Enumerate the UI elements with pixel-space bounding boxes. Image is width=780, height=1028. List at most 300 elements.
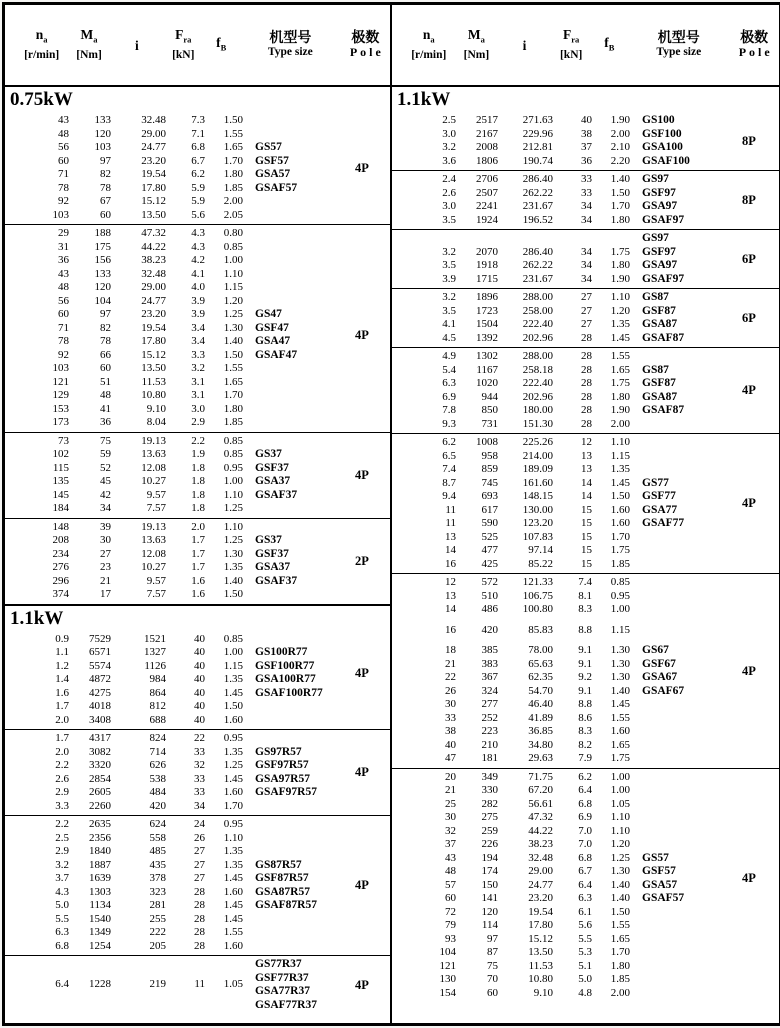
na-cell: 3.6 — [442, 154, 456, 167]
na-cell: 173 — [52, 416, 69, 428]
model-name: GS87 — [642, 291, 669, 303]
table-row — [15, 128, 243, 142]
fra-cell: 27 — [581, 318, 592, 330]
ratio-cell: 23.20 — [141, 308, 166, 320]
ma-cell: 486 — [481, 603, 498, 615]
fra-cell: 7.9 — [578, 752, 592, 764]
fb-cell: 1.65 — [223, 375, 243, 388]
table-row — [402, 377, 630, 391]
table-row — [15, 660, 243, 674]
ma-cell: 420 — [481, 623, 498, 636]
column-header-right — [392, 5, 779, 87]
table-row — [402, 784, 630, 798]
fb-cell: 1.65 — [223, 141, 243, 153]
fb-cell: 1.15 — [223, 281, 243, 293]
model-name: GSA47 — [255, 335, 291, 347]
table-row — [15, 714, 243, 728]
fra-cell: 4.2 — [191, 254, 205, 266]
na-cell: 37 — [445, 838, 456, 850]
table-row — [15, 227, 243, 241]
na-cell: 3.7 — [55, 872, 69, 884]
fb-cell: 1.35 — [223, 673, 243, 685]
table-row — [402, 685, 630, 699]
speed-torque-rows — [392, 350, 630, 431]
fra-cell: 8.8 — [578, 698, 592, 710]
ratio-cell: 151.30 — [522, 417, 553, 430]
speed-torque-rows — [5, 633, 243, 728]
ma-cell: 525 — [481, 530, 498, 543]
table-row — [402, 450, 630, 464]
ma-cell: 4275 — [89, 686, 111, 699]
fb-cell: 1.80 — [610, 213, 630, 226]
table-row — [402, 173, 630, 187]
ratio-cell: 9.57 — [146, 574, 166, 587]
ratio-cell: 148.15 — [522, 490, 553, 502]
left-sections — [5, 87, 390, 1014]
na-cell: 4.5 — [442, 331, 456, 344]
fb-cell: 1.70 — [610, 946, 630, 958]
speed-torque-rows — [392, 114, 630, 168]
fb-cell: 1.55 — [223, 926, 243, 938]
ratio-cell: 130.00 — [522, 503, 553, 516]
table-row — [402, 624, 630, 638]
fra-cell: 34 — [581, 200, 592, 212]
table-row — [15, 403, 243, 417]
table-row — [15, 435, 243, 449]
ratio-symbol: i — [522, 37, 527, 53]
table-row — [15, 475, 243, 489]
model-name: GSA77R37 — [255, 985, 310, 997]
speed-torque-rows — [392, 771, 630, 1001]
gear-unit-block — [5, 955, 390, 1014]
fb-cell: 1.50 — [223, 700, 243, 712]
ma-cell: 156 — [94, 254, 111, 266]
fb-cell: 1.70 — [610, 200, 630, 212]
na-cell: 3.0 — [442, 200, 456, 212]
fb-cell: 1.00 — [610, 603, 630, 615]
fb-cell: 1.55 — [223, 362, 243, 374]
fra-cell: 7.3 — [191, 114, 205, 126]
fra-cell: 6.3 — [578, 892, 592, 904]
model-name: GS87 — [642, 363, 669, 376]
table-row — [402, 391, 630, 405]
fra-cell: 1.6 — [191, 574, 205, 587]
fb-cell: 1.35 — [223, 561, 243, 573]
ratio-cell: 212.81 — [522, 141, 553, 153]
fb-cell: 0.95 — [223, 818, 243, 830]
fra-cell: 5.6 — [578, 919, 592, 931]
speed-torque-rows — [5, 521, 243, 602]
fb-cell: 1.60 — [223, 939, 243, 952]
header-pole — [729, 30, 779, 60]
fra-cell: 33 — [194, 786, 205, 798]
ratio-cell: 24.77 — [528, 878, 553, 891]
ratio-cell: 7.57 — [146, 502, 166, 514]
fra-cell: 32 — [194, 759, 205, 771]
model-name: GSA87 — [642, 318, 678, 330]
table-row — [402, 404, 630, 418]
table-row — [402, 798, 630, 812]
power-section — [5, 604, 390, 1015]
fra-cell: 5.1 — [578, 959, 592, 972]
ma-cell: 133 — [94, 114, 111, 126]
fra-cell: 9.1 — [578, 657, 592, 670]
fra-cell: 3.1 — [191, 375, 205, 388]
ratio-cell: 29.00 — [141, 127, 166, 140]
ma-cell: 1924 — [476, 213, 498, 226]
ratio-cell: 106.75 — [522, 589, 553, 602]
ma-cell: 174 — [481, 865, 498, 877]
ratio-cell: 9.10 — [146, 402, 166, 415]
ratio-cell: 714 — [149, 745, 166, 758]
na-cell: 71 — [58, 321, 69, 334]
gear-unit-block — [392, 112, 779, 170]
fb-cell: 1.40 — [223, 335, 243, 347]
table-row — [15, 335, 243, 349]
model-pole-group — [642, 114, 779, 168]
ratio-cell: 688 — [149, 713, 166, 726]
column-header-left — [5, 5, 390, 87]
table-row — [402, 960, 630, 974]
fb-cell: 0.85 — [223, 434, 243, 447]
fb-cell: 1.55 — [223, 127, 243, 140]
fra-cell: 4.3 — [191, 240, 205, 253]
fb-cell: 1.25 — [223, 308, 243, 320]
fra-cell: 8.3 — [578, 603, 592, 615]
table-row — [402, 919, 630, 933]
ma-cell: 1639 — [89, 872, 111, 884]
fb-cell: 2.05 — [223, 208, 243, 221]
table-row — [402, 603, 630, 617]
gear-unit-block — [392, 433, 779, 573]
ma-cell: 120 — [94, 281, 111, 293]
ma-cell: 1167 — [476, 363, 498, 376]
ma-cell: 383 — [481, 657, 498, 670]
ma-cell: 510 — [481, 589, 498, 602]
fb-cell: 1.75 — [610, 377, 630, 389]
fra-cell: 33 — [581, 173, 592, 185]
gear-unit-block — [5, 729, 390, 815]
model-name: GSF87 — [642, 304, 676, 317]
ma-cell: 572 — [481, 576, 498, 588]
ratio-cell: 288.00 — [522, 291, 553, 303]
model-name: GSA87R57 — [255, 885, 310, 898]
ratio-cell: 32.48 — [141, 267, 166, 280]
pole-count: 4P — [355, 977, 369, 992]
table-row — [15, 268, 243, 282]
pole-count: 4P — [742, 663, 756, 678]
header-pole — [341, 30, 390, 60]
fb-cell: 1.55 — [610, 919, 630, 931]
fb-cell: 1.40 — [223, 574, 243, 587]
fra-cell: 4.0 — [191, 281, 205, 293]
ma-cell: 60 — [100, 208, 111, 221]
fra-cell: 3.2 — [191, 362, 205, 374]
fb-cell: 0.80 — [223, 227, 243, 239]
na-cell: 3.0 — [442, 127, 456, 140]
na-cell: 57 — [445, 878, 456, 891]
ma-cell: 67 — [100, 195, 111, 207]
ratio-cell: 214.00 — [522, 449, 553, 462]
fb-cell: 1.75 — [610, 245, 630, 258]
table-row — [15, 746, 243, 760]
na-cell: 154 — [439, 986, 456, 999]
model-pole-group — [255, 958, 392, 1012]
ratio-cell: 420 — [149, 799, 166, 812]
ma-cell: 21 — [100, 574, 111, 587]
ma-cell: 1349 — [89, 926, 111, 938]
fb-cell: 1.15 — [610, 449, 630, 462]
fb-cell: 0.85 — [223, 448, 243, 460]
table-row — [402, 305, 630, 319]
ratio-cell: 19.54 — [141, 168, 166, 180]
gear-unit-block — [392, 768, 779, 1003]
table-row — [402, 698, 630, 712]
table-row — [15, 832, 243, 846]
na-cell: 30 — [445, 811, 456, 823]
fb-cell: 1.60 — [223, 786, 243, 798]
fb-cell: 2.00 — [610, 127, 630, 140]
type-size-en: Type size — [656, 46, 702, 58]
model-name: GSAF37 — [255, 574, 298, 587]
fra-cell: 5.6 — [191, 208, 205, 221]
na-cell: 1.2 — [55, 659, 69, 672]
pole-count: 8P — [742, 133, 756, 148]
ma-cell: 52 — [100, 461, 111, 474]
ma-cell: 120 — [481, 905, 498, 918]
model-name: GSF97R57 — [255, 759, 309, 771]
table-row — [402, 200, 630, 214]
na-cell: 0.9 — [55, 632, 69, 645]
ratio-cell: 13.50 — [528, 946, 553, 958]
table-row — [402, 906, 630, 920]
speed-torque-rows — [392, 576, 630, 766]
table-row — [15, 209, 243, 223]
model-pole-group — [255, 859, 392, 913]
fra-cell: 14 — [581, 490, 592, 502]
table-row — [402, 128, 630, 142]
ma-cell: 78 — [100, 335, 111, 347]
fb-cell: 1.60 — [610, 517, 630, 529]
ma-cell: 75 — [487, 959, 498, 972]
fra-cell: 40 — [194, 673, 205, 685]
speed-torque-rows — [5, 114, 243, 222]
fb-cell: 0.85 — [223, 632, 243, 645]
na-cell: 13 — [445, 530, 456, 543]
model-pole-group — [642, 644, 779, 698]
ma-cell: 2241 — [476, 200, 498, 212]
table-row — [15, 646, 243, 660]
ratio-cell: 262.22 — [522, 186, 553, 199]
fb-cell: 1.35 — [610, 318, 630, 330]
model-name: GSAF57 — [255, 181, 298, 194]
fra-cell: 11 — [194, 978, 205, 991]
ratio-cell: 23.20 — [528, 892, 553, 904]
na-cell: 4.9 — [442, 350, 456, 362]
ratio-cell: 24.77 — [141, 294, 166, 307]
table-row — [15, 687, 243, 701]
ma-cell: 425 — [481, 557, 498, 570]
ratio-cell: 10.80 — [141, 389, 166, 401]
ratio-cell: 29.63 — [528, 752, 553, 764]
ratio-cell: 34.80 — [528, 738, 553, 751]
ratio-cell: 219 — [149, 978, 166, 991]
na-cell: 374 — [52, 588, 69, 600]
ratio-cell: 29.00 — [528, 865, 553, 877]
na-cell: 104 — [439, 946, 456, 958]
table-row — [15, 978, 243, 992]
fra-cell: 15 — [581, 530, 592, 543]
fb-cell: 1.30 — [610, 671, 630, 683]
fra-cell: 36 — [581, 154, 592, 167]
model-name: GSF77R37 — [255, 971, 309, 984]
na-cell: 103 — [52, 208, 69, 221]
table-row — [402, 752, 630, 766]
ma-cell: 6571 — [89, 646, 111, 658]
table-row — [402, 644, 630, 658]
fb-cell: 1.00 — [223, 254, 243, 266]
fra-cell: 6.4 — [578, 784, 592, 796]
ma-cell: 17 — [100, 588, 111, 600]
ma-cell: 859 — [481, 463, 498, 475]
fb-cell: 1.45 — [610, 476, 630, 489]
ratio-cell: 19.54 — [528, 905, 553, 918]
gear-unit-block — [392, 170, 779, 229]
fra-cell: 8.8 — [578, 623, 592, 636]
header-speed — [15, 27, 68, 63]
fra-cell: 27 — [581, 291, 592, 303]
table-row — [402, 879, 630, 893]
model-name: GS37 — [255, 534, 282, 546]
table-row — [15, 588, 243, 602]
fra-cell: 3.9 — [191, 308, 205, 320]
fra-cell: 34 — [194, 799, 205, 812]
gear-unit-block — [5, 112, 390, 224]
na-cell: 16 — [445, 623, 456, 636]
table-right-half — [392, 5, 779, 1023]
table-row — [402, 825, 630, 839]
fra-cell: 6.1 — [578, 905, 592, 918]
ma-cell: 1008 — [476, 436, 498, 448]
table-row — [402, 892, 630, 906]
fra-cell: 2.2 — [191, 434, 205, 447]
model-list — [642, 291, 742, 345]
ma-cell: 34 — [100, 502, 111, 514]
fb-cell: 1.65 — [610, 932, 630, 945]
fb-cell: 1.45 — [223, 772, 243, 785]
power-rating-heading: 0.75kW — [10, 89, 73, 110]
fra-cell: 28 — [581, 404, 592, 416]
table-row — [15, 281, 243, 295]
na-cell: 1.7 — [55, 732, 69, 744]
model-name: GS67 — [642, 644, 669, 656]
table-row — [402, 852, 630, 866]
model-list — [255, 859, 355, 913]
table-row — [15, 308, 243, 322]
na-cell: 103 — [52, 362, 69, 374]
fra-cell: 27 — [194, 858, 205, 871]
ratio-cell: 222.40 — [522, 377, 553, 389]
ratio-cell: 38.23 — [141, 254, 166, 266]
na-cell: 296 — [52, 574, 69, 587]
ratio-cell: 286.40 — [522, 173, 553, 185]
model-list — [255, 646, 355, 700]
ratio-cell: 97.14 — [528, 544, 553, 556]
ma-cell: 1715 — [476, 272, 498, 285]
ratio-cell: 54.70 — [528, 684, 553, 697]
model-list — [642, 477, 742, 531]
table-row — [15, 376, 243, 390]
fra-cell: 14 — [581, 476, 592, 489]
table-row — [15, 182, 243, 196]
ratio-cell: 222.40 — [522, 318, 553, 330]
na-cell: 60 — [58, 154, 69, 167]
ma-cell: 4872 — [89, 673, 111, 685]
ma-cell: 27 — [100, 547, 111, 560]
ma-cell: 103 — [94, 141, 111, 153]
fb-cell: 1.20 — [610, 304, 630, 317]
model-list — [255, 958, 355, 1012]
table-row — [402, 865, 630, 879]
ratio-cell: 32.48 — [528, 851, 553, 864]
model-list — [255, 746, 355, 800]
fb-cell: 1.90 — [610, 272, 630, 285]
header-type-size — [628, 30, 729, 60]
type-size-cn: 机型号 — [269, 29, 312, 45]
table-row — [402, 771, 630, 785]
table-row — [402, 531, 630, 545]
header-torque — [68, 27, 109, 63]
fb-cell: 1.85 — [223, 416, 243, 428]
fra-cell: 3.9 — [191, 294, 205, 307]
model-name: GSA97 — [642, 259, 678, 271]
ma-cell: 2167 — [476, 127, 498, 140]
fra-cell: 33 — [194, 772, 205, 785]
table-row — [15, 362, 243, 376]
ratio-cell: 78.00 — [528, 644, 553, 656]
fb-cell: 1.45 — [223, 899, 243, 911]
model-list — [642, 364, 742, 418]
model-list — [642, 114, 742, 168]
fb-cell: 1.30 — [610, 644, 630, 656]
ma-cell: 2854 — [89, 772, 111, 785]
pole-count: 4P — [355, 467, 369, 482]
fb-cell: 1.00 — [223, 475, 243, 487]
model-name: GSA97R57 — [255, 772, 310, 785]
ma-cell: 23 — [100, 561, 111, 573]
ma-cell: 1806 — [476, 154, 498, 167]
fra-cell: 6.2 — [191, 168, 205, 180]
fra-cell: 6.2 — [578, 770, 592, 783]
table-row — [15, 732, 243, 746]
ratio-cell: 56.61 — [528, 797, 553, 810]
power-rating-heading: 1.1kW — [397, 89, 451, 110]
na-cell: 3.2 — [442, 291, 456, 303]
ratio-cell: 196.52 — [522, 213, 553, 226]
pole-count: 4P — [742, 496, 756, 510]
na-cell: 73 — [58, 434, 69, 447]
ma-cell: 2260 — [89, 799, 111, 812]
pole-count: 4P — [742, 383, 756, 397]
fra-cell: 33 — [194, 745, 205, 758]
ratio-cell: 205 — [149, 939, 166, 952]
ratio-cell: 15.12 — [141, 195, 166, 207]
model-pole-group — [642, 291, 779, 345]
fra-cell: 5.0 — [578, 973, 592, 985]
ratio-cell: 11.53 — [528, 959, 553, 972]
fb-cell: 1.40 — [610, 892, 630, 904]
na-cell: 43 — [58, 267, 69, 280]
